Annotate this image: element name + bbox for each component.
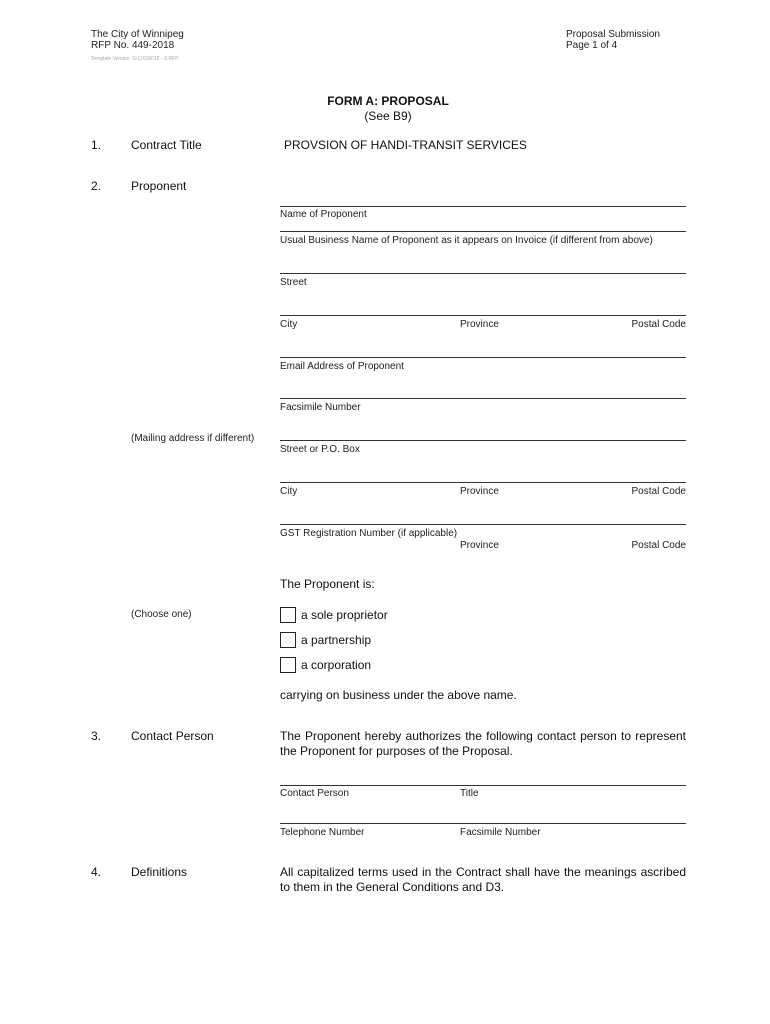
form-title: FORM A: PROPOSAL [327,94,449,108]
corporation-checkbox[interactable] [280,657,296,673]
contact-person-caption: Contact Person [280,788,349,799]
gst-province-caption: Province [460,540,499,551]
header-template-version: Template Version: Sr12018012 - S RFP [91,56,179,62]
gst-postal-caption: Postal Code [631,540,686,551]
proponent-is-label: The Proponent is: [280,577,375,591]
section-4-label: Definitions [131,865,188,879]
mail-street-caption: Street or P.O. Box [280,444,360,455]
definitions-paragraph: All capitalized terms used in the Contract shall have the meanings ascribed to them in the General Conditions and D3. [280,865,686,894]
section-1-number: 1. [91,138,102,152]
mail-city-caption: City [280,486,298,497]
section-4-number: 4. [91,865,102,879]
section-3-label: Contact Person [131,729,214,743]
email-caption: Email Address of Proponent [280,361,404,372]
city-line[interactable] [280,315,686,316]
email-line[interactable] [280,357,686,358]
gst-line[interactable] [280,524,686,525]
street-caption: Street [280,277,307,288]
sole-proprietor-label: a sole proprietor [301,608,388,622]
choose-one-note: (Choose one) [131,609,192,620]
mail-province-caption: Province [460,486,499,497]
mail-street-line[interactable] [280,440,686,441]
section-2-label: Proponent [131,179,187,193]
section-2-number: 2. [91,179,102,193]
header-rfp-number: RFP No. 449-2018 [91,40,175,51]
proponent-name-line[interactable] [280,206,686,207]
sole-proprietor-checkbox[interactable] [280,607,296,623]
form-subtitle: (See B9) [364,109,412,123]
contact-person-line[interactable] [280,785,686,786]
telephone-line[interactable] [280,823,686,824]
fax-line[interactable] [280,398,686,399]
partnership-label: a partnership [301,633,372,647]
fax-caption: Facsimile Number [280,402,361,413]
contract-title-value: PROVSION OF HANDI-TRANSIT SERVICES [284,138,527,152]
header-city: The City of Winnipeg [91,29,184,40]
contact-title-caption: Title [460,788,479,799]
header-page-number: Page 1 of 4 [566,40,618,51]
city-caption: City [280,319,298,330]
province-caption: Province [460,319,499,330]
usual-name-line[interactable] [280,231,686,232]
partnership-checkbox[interactable] [280,632,296,648]
contact-authorization-paragraph: The Proponent hereby authorizes the following contact person to represent the Proponent for purposes of the Proposal. [280,729,686,758]
section-3-number: 3. [91,729,102,743]
usual-name-caption: Usual Business Name of Proponent as it appears on Invoice (if different from above) [280,235,653,246]
postal-code-caption: Postal Code [631,319,686,330]
gst-caption: GST Registration Number (if applicable) [280,528,458,539]
carrying-on-business-text: carrying on business under the above name. [280,688,517,702]
corporation-label: a corporation [301,658,372,672]
contact-fax-caption: Facsimile Number [460,827,541,838]
proponent-name-caption: Name of Proponent [280,209,367,220]
telephone-caption: Telephone Number [280,827,365,838]
mailing-address-note: (Mailing address if different) [131,433,255,444]
mail-city-line[interactable] [280,482,686,483]
header-proposal-submission: Proposal Submission [566,29,660,40]
mail-postal-caption: Postal Code [631,486,686,497]
street-line[interactable] [280,273,686,274]
section-1-label: Contract Title [131,138,202,152]
